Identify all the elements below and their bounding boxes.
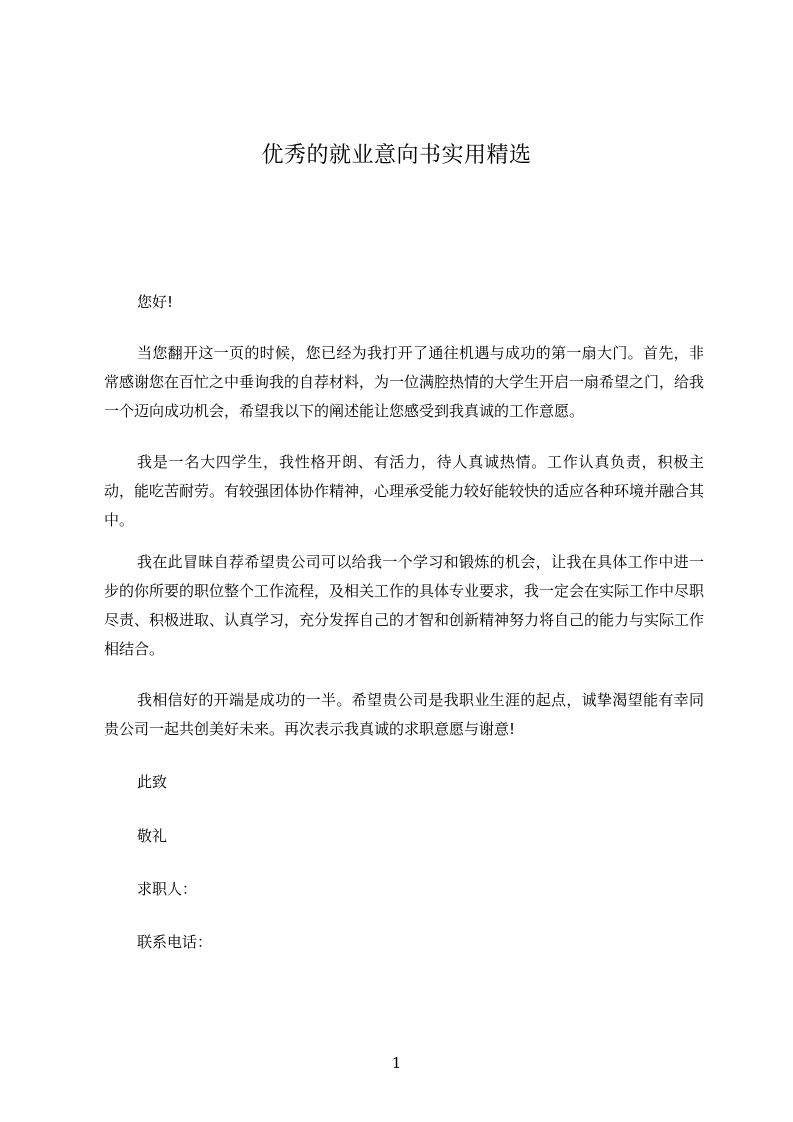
paragraph-request: 我在此冒昧自荐希望贵公司可以给我一个学习和锻炼的机会，让我在具体工作中进一步的你所要的职位整个工作流程，及相关工作的具体专业要求，我一定会在实际工作中尽职尽责、积极进取、认真学习，充分发挥自己的才智和创新精神努力将自己的能力与实际工作相结合。 [104, 553, 705, 658]
paragraph-closing-wish: 我相信好的开端是成功的一半。希望贵公司是我职业生涯的起点，诚挚渴望能有幸同贵公司一起共创美好未来。再次表示我真诚的求职意愿与谢意! [104, 691, 704, 738]
closing-regards: 敬礼 [137, 827, 168, 845]
greeting: 您好! [137, 293, 174, 311]
paragraph-opening: 当您翻开这一页的时候，您已经为我打开了通往机遇与成功的第一扇大门。首先，非常感谢您在百忙之中垂询我的自荐材料，为一位满腔热情的大学生开启一扇希望之门，给我一个迈向成功机会，希望我以下的阐述能让您感受到我真诚的工作意愿。 [104, 344, 705, 420]
closing-salutation: 此致 [137, 773, 168, 791]
phone-label: 联系电话： [137, 933, 213, 951]
document-title: 优秀的就业意向书实用精选 [261, 143, 532, 168]
applicant-label: 求职人： [137, 880, 198, 898]
paragraph-self-intro: 我是一名大四学生，我性格开朗、有活力，待人真诚热情。工作认真负责，积极主动，能吃苦耐劳。有较强团体协作精神，心理承受能力较好能较快的适应各种环境并融合其中。 [104, 453, 705, 529]
page-number: 1 [391, 1054, 402, 1072]
